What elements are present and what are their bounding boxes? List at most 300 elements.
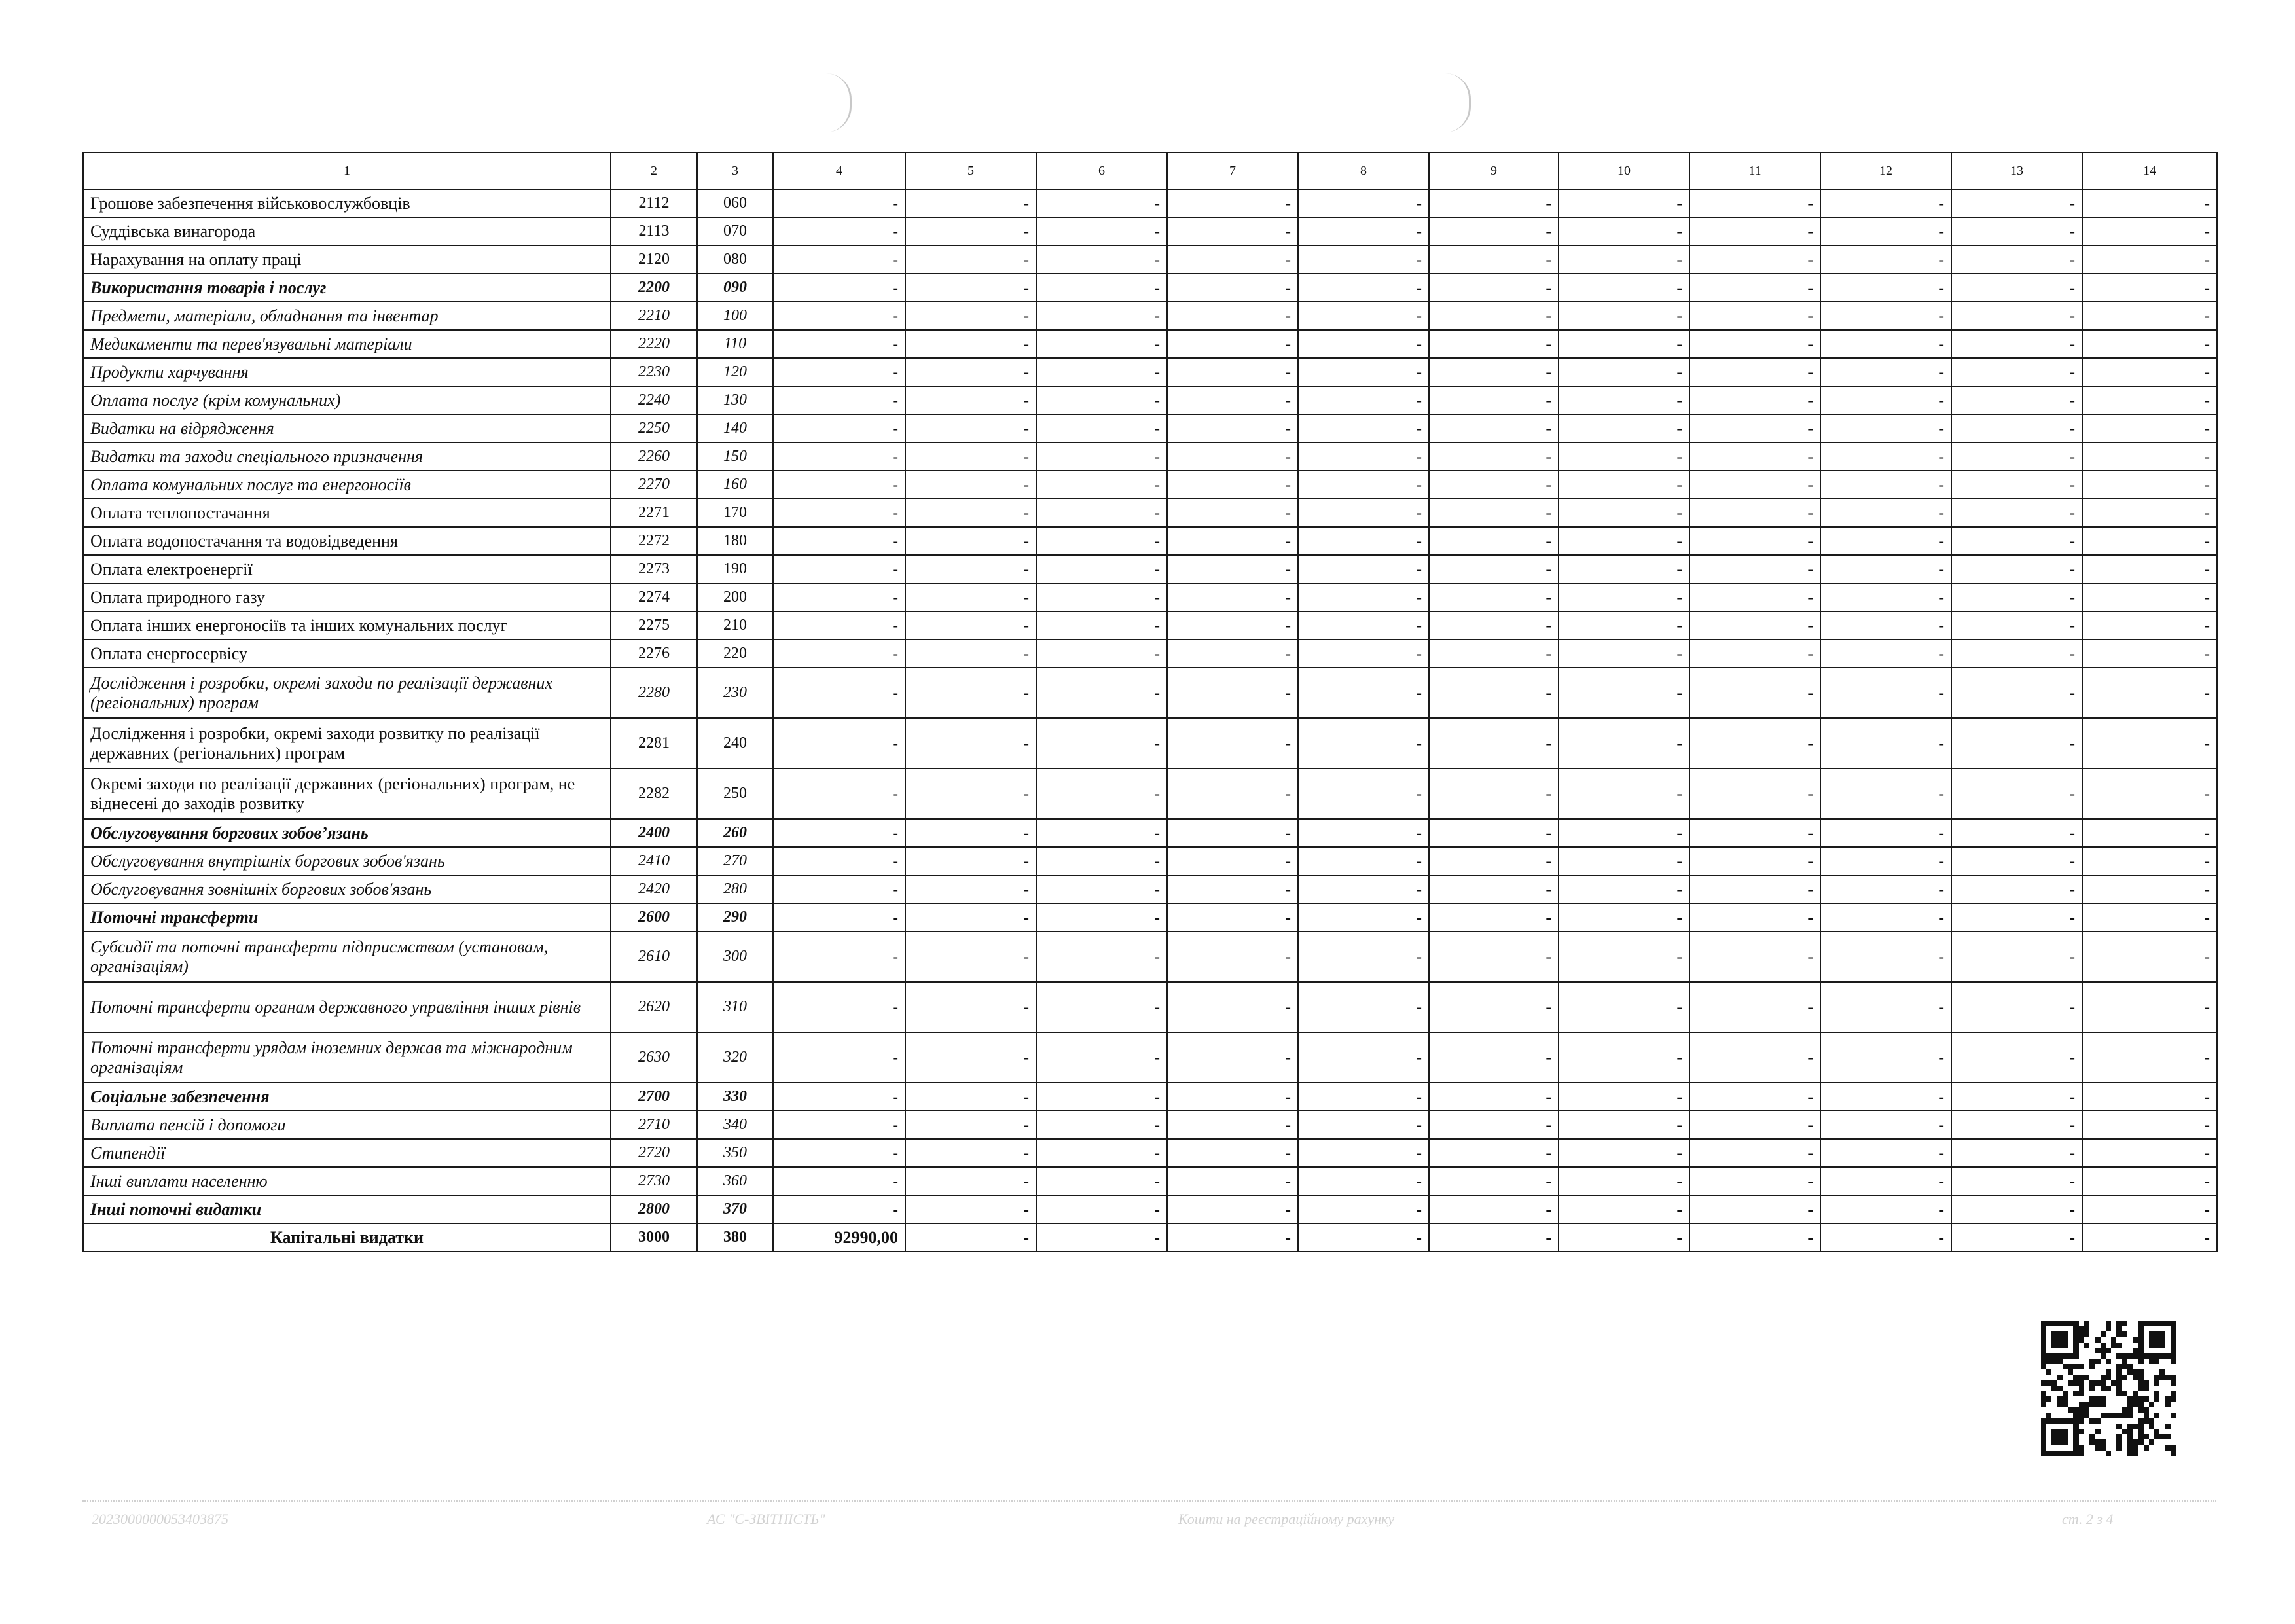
value-cell: - <box>1820 217 1951 245</box>
line-code: 080 <box>697 245 773 274</box>
value-cell: - <box>1559 471 1690 499</box>
value-cell: - <box>1429 189 1559 217</box>
line-code: 130 <box>697 386 773 414</box>
value-cell: - <box>1298 358 1429 386</box>
value-cell: - <box>773 358 905 386</box>
value-cell: - <box>1820 274 1951 302</box>
value-cell: - <box>2082 1032 2217 1083</box>
value-cell: - <box>1690 931 1820 982</box>
row-name: Капітальні видатки <box>83 1223 611 1252</box>
value-cell: - <box>2082 640 2217 668</box>
value-cell: - <box>1036 640 1167 668</box>
value-cell: - <box>905 189 1036 217</box>
column-number: 5 <box>905 153 1036 189</box>
table-row <box>83 499 2217 527</box>
value-cell: - <box>773 611 905 640</box>
value-cell: - <box>1167 583 1298 611</box>
value-cell: - <box>905 330 1036 358</box>
value-cell: - <box>773 583 905 611</box>
value-cell: - <box>1690 875 1820 903</box>
value-cell: - <box>773 1195 905 1223</box>
value-cell: - <box>1951 217 2082 245</box>
value-cell: - <box>1820 640 1951 668</box>
value-cell: - <box>1167 1167 1298 1195</box>
value-cell: - <box>1820 768 1951 819</box>
table-row <box>83 1195 2217 1223</box>
value-cell: - <box>773 718 905 768</box>
value-cell: - <box>1820 499 1951 527</box>
row-name: Оплата енергосервісу <box>83 640 611 668</box>
value-cell: - <box>1429 668 1559 718</box>
value-cell: - <box>1559 847 1690 875</box>
value-cell: - <box>773 471 905 499</box>
kekv-code: 2250 <box>611 414 697 442</box>
value-cell: - <box>1820 847 1951 875</box>
row-name: Обслуговування боргових зобов’язань <box>83 819 611 847</box>
value-cell: - <box>1820 668 1951 718</box>
value-cell: - <box>1820 1195 1951 1223</box>
value-cell: - <box>1951 1083 2082 1111</box>
row-name: Стипендії <box>83 1139 611 1167</box>
value-cell: - <box>1559 611 1690 640</box>
value-cell: - <box>1820 931 1951 982</box>
value-cell: - <box>1167 903 1298 931</box>
row-name: Медикаменти та перев'язувальні матеріали <box>83 330 611 358</box>
value-cell: - <box>1559 1083 1690 1111</box>
value-cell: - <box>2082 189 2217 217</box>
line-code: 310 <box>697 982 773 1032</box>
line-code: 140 <box>697 414 773 442</box>
footer-doc-number: 2023000000053403875 <box>92 1511 228 1527</box>
value-cell: - <box>1951 1139 2082 1167</box>
value-cell: - <box>1167 819 1298 847</box>
kekv-code: 2200 <box>611 274 697 302</box>
value-cell: - <box>1429 1111 1559 1139</box>
value-cell: - <box>1690 1111 1820 1139</box>
value-cell: - <box>1690 358 1820 386</box>
value-cell: - <box>2082 274 2217 302</box>
value-cell: - <box>905 903 1036 931</box>
value-cell: - <box>1429 245 1559 274</box>
value-cell: - <box>1559 189 1690 217</box>
row-name: Оплата електроенергії <box>83 555 611 583</box>
value-cell: - <box>1559 640 1690 668</box>
value-cell: - <box>1167 245 1298 274</box>
value-cell: - <box>2082 555 2217 583</box>
value-cell: - <box>1036 1195 1167 1223</box>
value-cell: - <box>1298 611 1429 640</box>
value-cell: - <box>1036 499 1167 527</box>
row-name: Поточні трансферти <box>83 903 611 931</box>
table-row <box>83 386 2217 414</box>
kekv-code: 2112 <box>611 189 697 217</box>
value-cell: - <box>1559 718 1690 768</box>
value-cell: - <box>1298 819 1429 847</box>
row-name: Соціальне забезпечення <box>83 1083 611 1111</box>
value-cell: - <box>1036 819 1167 847</box>
value-cell: - <box>1559 274 1690 302</box>
row-name: Оплата водопостачання та водовідведення <box>83 527 611 555</box>
value-cell: - <box>773 1032 905 1083</box>
footer-note: Кошти на реєстраційному рахунку <box>1178 1511 1395 1527</box>
table-row <box>83 358 2217 386</box>
line-code: 070 <box>697 217 773 245</box>
value-cell: - <box>1429 1032 1559 1083</box>
value-cell: - <box>1429 982 1559 1032</box>
value-cell: - <box>905 982 1036 1032</box>
value-cell: - <box>1951 302 2082 330</box>
line-code: 250 <box>697 768 773 819</box>
value-cell: - <box>1951 1167 2082 1195</box>
value-cell: - <box>1167 611 1298 640</box>
value-cell: - <box>1036 555 1167 583</box>
value-cell: - <box>1429 583 1559 611</box>
value-cell: - <box>773 1083 905 1111</box>
kekv-code: 2420 <box>611 875 697 903</box>
value-cell: - <box>1690 302 1820 330</box>
value-cell: - <box>1429 847 1559 875</box>
value-cell: - <box>1820 903 1951 931</box>
value-cell: - <box>1298 1195 1429 1223</box>
value-cell: - <box>773 1111 905 1139</box>
value-cell: - <box>2082 1195 2217 1223</box>
line-code: 270 <box>697 847 773 875</box>
value-cell: - <box>905 1083 1036 1111</box>
value-cell: - <box>1429 274 1559 302</box>
value-cell: - <box>1429 555 1559 583</box>
value-cell: - <box>1298 471 1429 499</box>
column-number-row <box>83 153 2217 189</box>
value-cell: - <box>1820 982 1951 1032</box>
row-name: Видатки на відрядження <box>83 414 611 442</box>
value-cell: - <box>1820 875 1951 903</box>
table-row <box>83 245 2217 274</box>
value-cell: - <box>773 499 905 527</box>
table-row <box>83 931 2217 982</box>
value-cell: - <box>1167 718 1298 768</box>
row-name: Використання товарів і послуг <box>83 274 611 302</box>
line-code: 190 <box>697 555 773 583</box>
kekv-code: 2281 <box>611 718 697 768</box>
value-cell: - <box>1167 358 1298 386</box>
value-cell: - <box>1951 668 2082 718</box>
value-cell: - <box>1036 189 1167 217</box>
value-cell: - <box>1690 903 1820 931</box>
value-cell: - <box>1951 358 2082 386</box>
table-row <box>83 982 2217 1032</box>
value-cell: - <box>1036 527 1167 555</box>
value-cell: - <box>1429 302 1559 330</box>
value-cell: - <box>773 527 905 555</box>
kekv-code: 2275 <box>611 611 697 640</box>
value-cell: - <box>1298 668 1429 718</box>
value-cell: - <box>1429 358 1559 386</box>
value-cell: - <box>773 668 905 718</box>
value-cell: - <box>1036 1223 1167 1252</box>
value-cell: - <box>1559 931 1690 982</box>
value-cell: - <box>1167 1139 1298 1167</box>
value-cell: - <box>905 583 1036 611</box>
value-cell: - <box>1036 768 1167 819</box>
value-cell: - <box>1690 1223 1820 1252</box>
value-cell: - <box>1036 982 1167 1032</box>
row-name: Оплата теплопостачання <box>83 499 611 527</box>
value-cell: - <box>1036 668 1167 718</box>
kekv-code: 2630 <box>611 1032 697 1083</box>
line-code: 160 <box>697 471 773 499</box>
table-row <box>83 527 2217 555</box>
table-row <box>83 217 2217 245</box>
table-row <box>83 330 2217 358</box>
value-cell: - <box>1559 555 1690 583</box>
value-cell: - <box>1559 527 1690 555</box>
kekv-code: 2210 <box>611 302 697 330</box>
value-cell: - <box>1167 527 1298 555</box>
value-cell: - <box>1690 718 1820 768</box>
value-cell: 92990,00 <box>773 1223 905 1252</box>
value-cell: - <box>1036 358 1167 386</box>
value-cell: - <box>773 414 905 442</box>
value-cell: - <box>1951 386 2082 414</box>
line-code: 350 <box>697 1139 773 1167</box>
column-number: 12 <box>1820 153 1951 189</box>
row-name: Поточні трансферти урядам іноземних держав та міжнародним організаціям <box>83 1032 611 1083</box>
value-cell: - <box>1820 386 1951 414</box>
value-cell: - <box>905 668 1036 718</box>
value-cell: - <box>1036 583 1167 611</box>
column-number: 10 <box>1559 153 1690 189</box>
value-cell: - <box>1036 1083 1167 1111</box>
value-cell: - <box>1036 245 1167 274</box>
value-cell: - <box>1559 217 1690 245</box>
value-cell: - <box>1559 1223 1690 1252</box>
column-number: 3 <box>697 153 773 189</box>
line-code: 360 <box>697 1167 773 1195</box>
line-code: 170 <box>697 499 773 527</box>
row-name: Дослідження і розробки, окремі заходи розвитку по реалізації державних (регіональних) програм <box>83 718 611 768</box>
value-cell: - <box>1036 442 1167 471</box>
kekv-code: 2610 <box>611 931 697 982</box>
value-cell: - <box>1429 1139 1559 1167</box>
qr-code-icon <box>2041 1321 2176 1456</box>
value-cell: - <box>1820 1083 1951 1111</box>
line-code: 180 <box>697 527 773 555</box>
kekv-code: 2273 <box>611 555 697 583</box>
value-cell: - <box>1559 358 1690 386</box>
value-cell: - <box>1951 189 2082 217</box>
value-cell: - <box>1298 640 1429 668</box>
table-row <box>83 611 2217 640</box>
value-cell: - <box>1951 1032 2082 1083</box>
value-cell: - <box>1951 555 2082 583</box>
value-cell: - <box>1951 499 2082 527</box>
value-cell: - <box>1429 1195 1559 1223</box>
kekv-code: 2800 <box>611 1195 697 1223</box>
kekv-code: 2280 <box>611 668 697 718</box>
table-row <box>83 1032 2217 1083</box>
line-code: 090 <box>697 274 773 302</box>
value-cell: - <box>1951 274 2082 302</box>
value-cell: - <box>1429 330 1559 358</box>
value-cell: - <box>1690 640 1820 668</box>
value-cell: - <box>1298 931 1429 982</box>
table-row <box>83 1167 2217 1195</box>
value-cell: - <box>1951 414 2082 442</box>
value-cell: - <box>905 611 1036 640</box>
value-cell: - <box>1690 768 1820 819</box>
value-cell: - <box>1167 330 1298 358</box>
value-cell: - <box>2082 1111 2217 1139</box>
value-cell: - <box>1167 189 1298 217</box>
table-row <box>83 668 2217 718</box>
row-name: Виплата пенсій і допомоги <box>83 1111 611 1139</box>
value-cell: - <box>905 1195 1036 1223</box>
value-cell: - <box>1298 1167 1429 1195</box>
value-cell: - <box>1167 875 1298 903</box>
line-code: 300 <box>697 931 773 982</box>
value-cell: - <box>1559 442 1690 471</box>
value-cell: - <box>1951 471 2082 499</box>
value-cell: - <box>1820 358 1951 386</box>
value-cell: - <box>1820 330 1951 358</box>
value-cell: - <box>1951 640 2082 668</box>
value-cell: - <box>2082 1223 2217 1252</box>
value-cell: - <box>1167 847 1298 875</box>
row-name: Оплата природного газу <box>83 583 611 611</box>
value-cell: - <box>2082 414 2217 442</box>
value-cell: - <box>1820 1167 1951 1195</box>
row-name: Грошове забезпечення військовослужбовців <box>83 189 611 217</box>
value-cell: - <box>1036 471 1167 499</box>
value-cell: - <box>1167 302 1298 330</box>
value-cell: - <box>1167 1223 1298 1252</box>
value-cell: - <box>1951 442 2082 471</box>
value-cell: - <box>1298 245 1429 274</box>
kekv-code: 2720 <box>611 1139 697 1167</box>
table-row <box>83 1083 2217 1111</box>
value-cell: - <box>2082 1139 2217 1167</box>
value-cell: - <box>1951 931 2082 982</box>
value-cell: - <box>1820 1032 1951 1083</box>
value-cell: - <box>773 1167 905 1195</box>
value-cell: - <box>1559 414 1690 442</box>
value-cell: - <box>1690 189 1820 217</box>
value-cell: - <box>905 1223 1036 1252</box>
column-number: 14 <box>2082 153 2217 189</box>
value-cell: - <box>1820 442 1951 471</box>
table-row <box>83 274 2217 302</box>
value-cell: - <box>1298 583 1429 611</box>
value-cell: - <box>1559 903 1690 931</box>
value-cell: - <box>1559 302 1690 330</box>
kekv-code: 2276 <box>611 640 697 668</box>
value-cell: - <box>2082 302 2217 330</box>
value-cell: - <box>905 302 1036 330</box>
row-name: Суддівська винагорода <box>83 217 611 245</box>
value-cell: - <box>1951 330 2082 358</box>
value-cell: - <box>1167 499 1298 527</box>
value-cell: - <box>2082 1083 2217 1111</box>
table-row <box>83 718 2217 768</box>
footer-page: ст. 2 з 4 <box>2062 1511 2114 1527</box>
value-cell: - <box>1820 1139 1951 1167</box>
column-number: 6 <box>1036 153 1167 189</box>
table-row <box>83 819 2217 847</box>
value-cell: - <box>1036 302 1167 330</box>
value-cell: - <box>1429 718 1559 768</box>
kekv-code: 2700 <box>611 1083 697 1111</box>
value-cell: - <box>773 1139 905 1167</box>
value-cell: - <box>1951 611 2082 640</box>
value-cell: - <box>1429 931 1559 982</box>
value-cell: - <box>2082 245 2217 274</box>
value-cell: - <box>1036 274 1167 302</box>
value-cell: - <box>773 217 905 245</box>
value-cell: - <box>1298 302 1429 330</box>
value-cell: - <box>773 386 905 414</box>
value-cell: - <box>2082 358 2217 386</box>
value-cell: - <box>2082 931 2217 982</box>
value-cell: - <box>1690 982 1820 1032</box>
row-name: Дослідження і розробки, окремі заходи по реалізації державних (регіональних) програм <box>83 668 611 718</box>
value-cell: - <box>1559 330 1690 358</box>
value-cell: - <box>1036 611 1167 640</box>
value-cell: - <box>1559 768 1690 819</box>
value-cell: - <box>1690 386 1820 414</box>
value-cell: - <box>1298 1223 1429 1252</box>
value-cell: - <box>2082 499 2217 527</box>
value-cell: - <box>2082 668 2217 718</box>
value-cell: - <box>1690 1167 1820 1195</box>
value-cell: - <box>1036 718 1167 768</box>
value-cell: - <box>1429 875 1559 903</box>
value-cell: - <box>1690 819 1820 847</box>
value-cell: - <box>1298 1139 1429 1167</box>
value-cell: - <box>1429 640 1559 668</box>
line-code: 260 <box>697 819 773 847</box>
value-cell: - <box>1167 414 1298 442</box>
value-cell: - <box>1820 245 1951 274</box>
value-cell: - <box>1036 217 1167 245</box>
kekv-code: 3000 <box>611 1223 697 1252</box>
value-cell: - <box>1298 982 1429 1032</box>
value-cell: - <box>1167 217 1298 245</box>
value-cell: - <box>905 414 1036 442</box>
table-row <box>83 768 2217 819</box>
kekv-code: 2282 <box>611 768 697 819</box>
value-cell: - <box>1429 414 1559 442</box>
value-cell: - <box>1298 1083 1429 1111</box>
value-cell: - <box>905 1139 1036 1167</box>
table-row <box>83 903 2217 931</box>
value-cell: - <box>1429 903 1559 931</box>
value-cell: - <box>773 245 905 274</box>
line-code: 060 <box>697 189 773 217</box>
value-cell: - <box>905 358 1036 386</box>
value-cell: - <box>773 875 905 903</box>
value-cell: - <box>905 217 1036 245</box>
value-cell: - <box>1167 768 1298 819</box>
value-cell: - <box>1429 471 1559 499</box>
value-cell: - <box>1036 414 1167 442</box>
value-cell: - <box>1820 1111 1951 1139</box>
line-code: 230 <box>697 668 773 718</box>
value-cell: - <box>1298 903 1429 931</box>
value-cell: - <box>905 245 1036 274</box>
row-name: Окремі заходи по реалізації державних (регіональних) програм, не віднесені до заходів розвитку <box>83 768 611 819</box>
value-cell: - <box>1167 442 1298 471</box>
value-cell: - <box>1951 768 2082 819</box>
